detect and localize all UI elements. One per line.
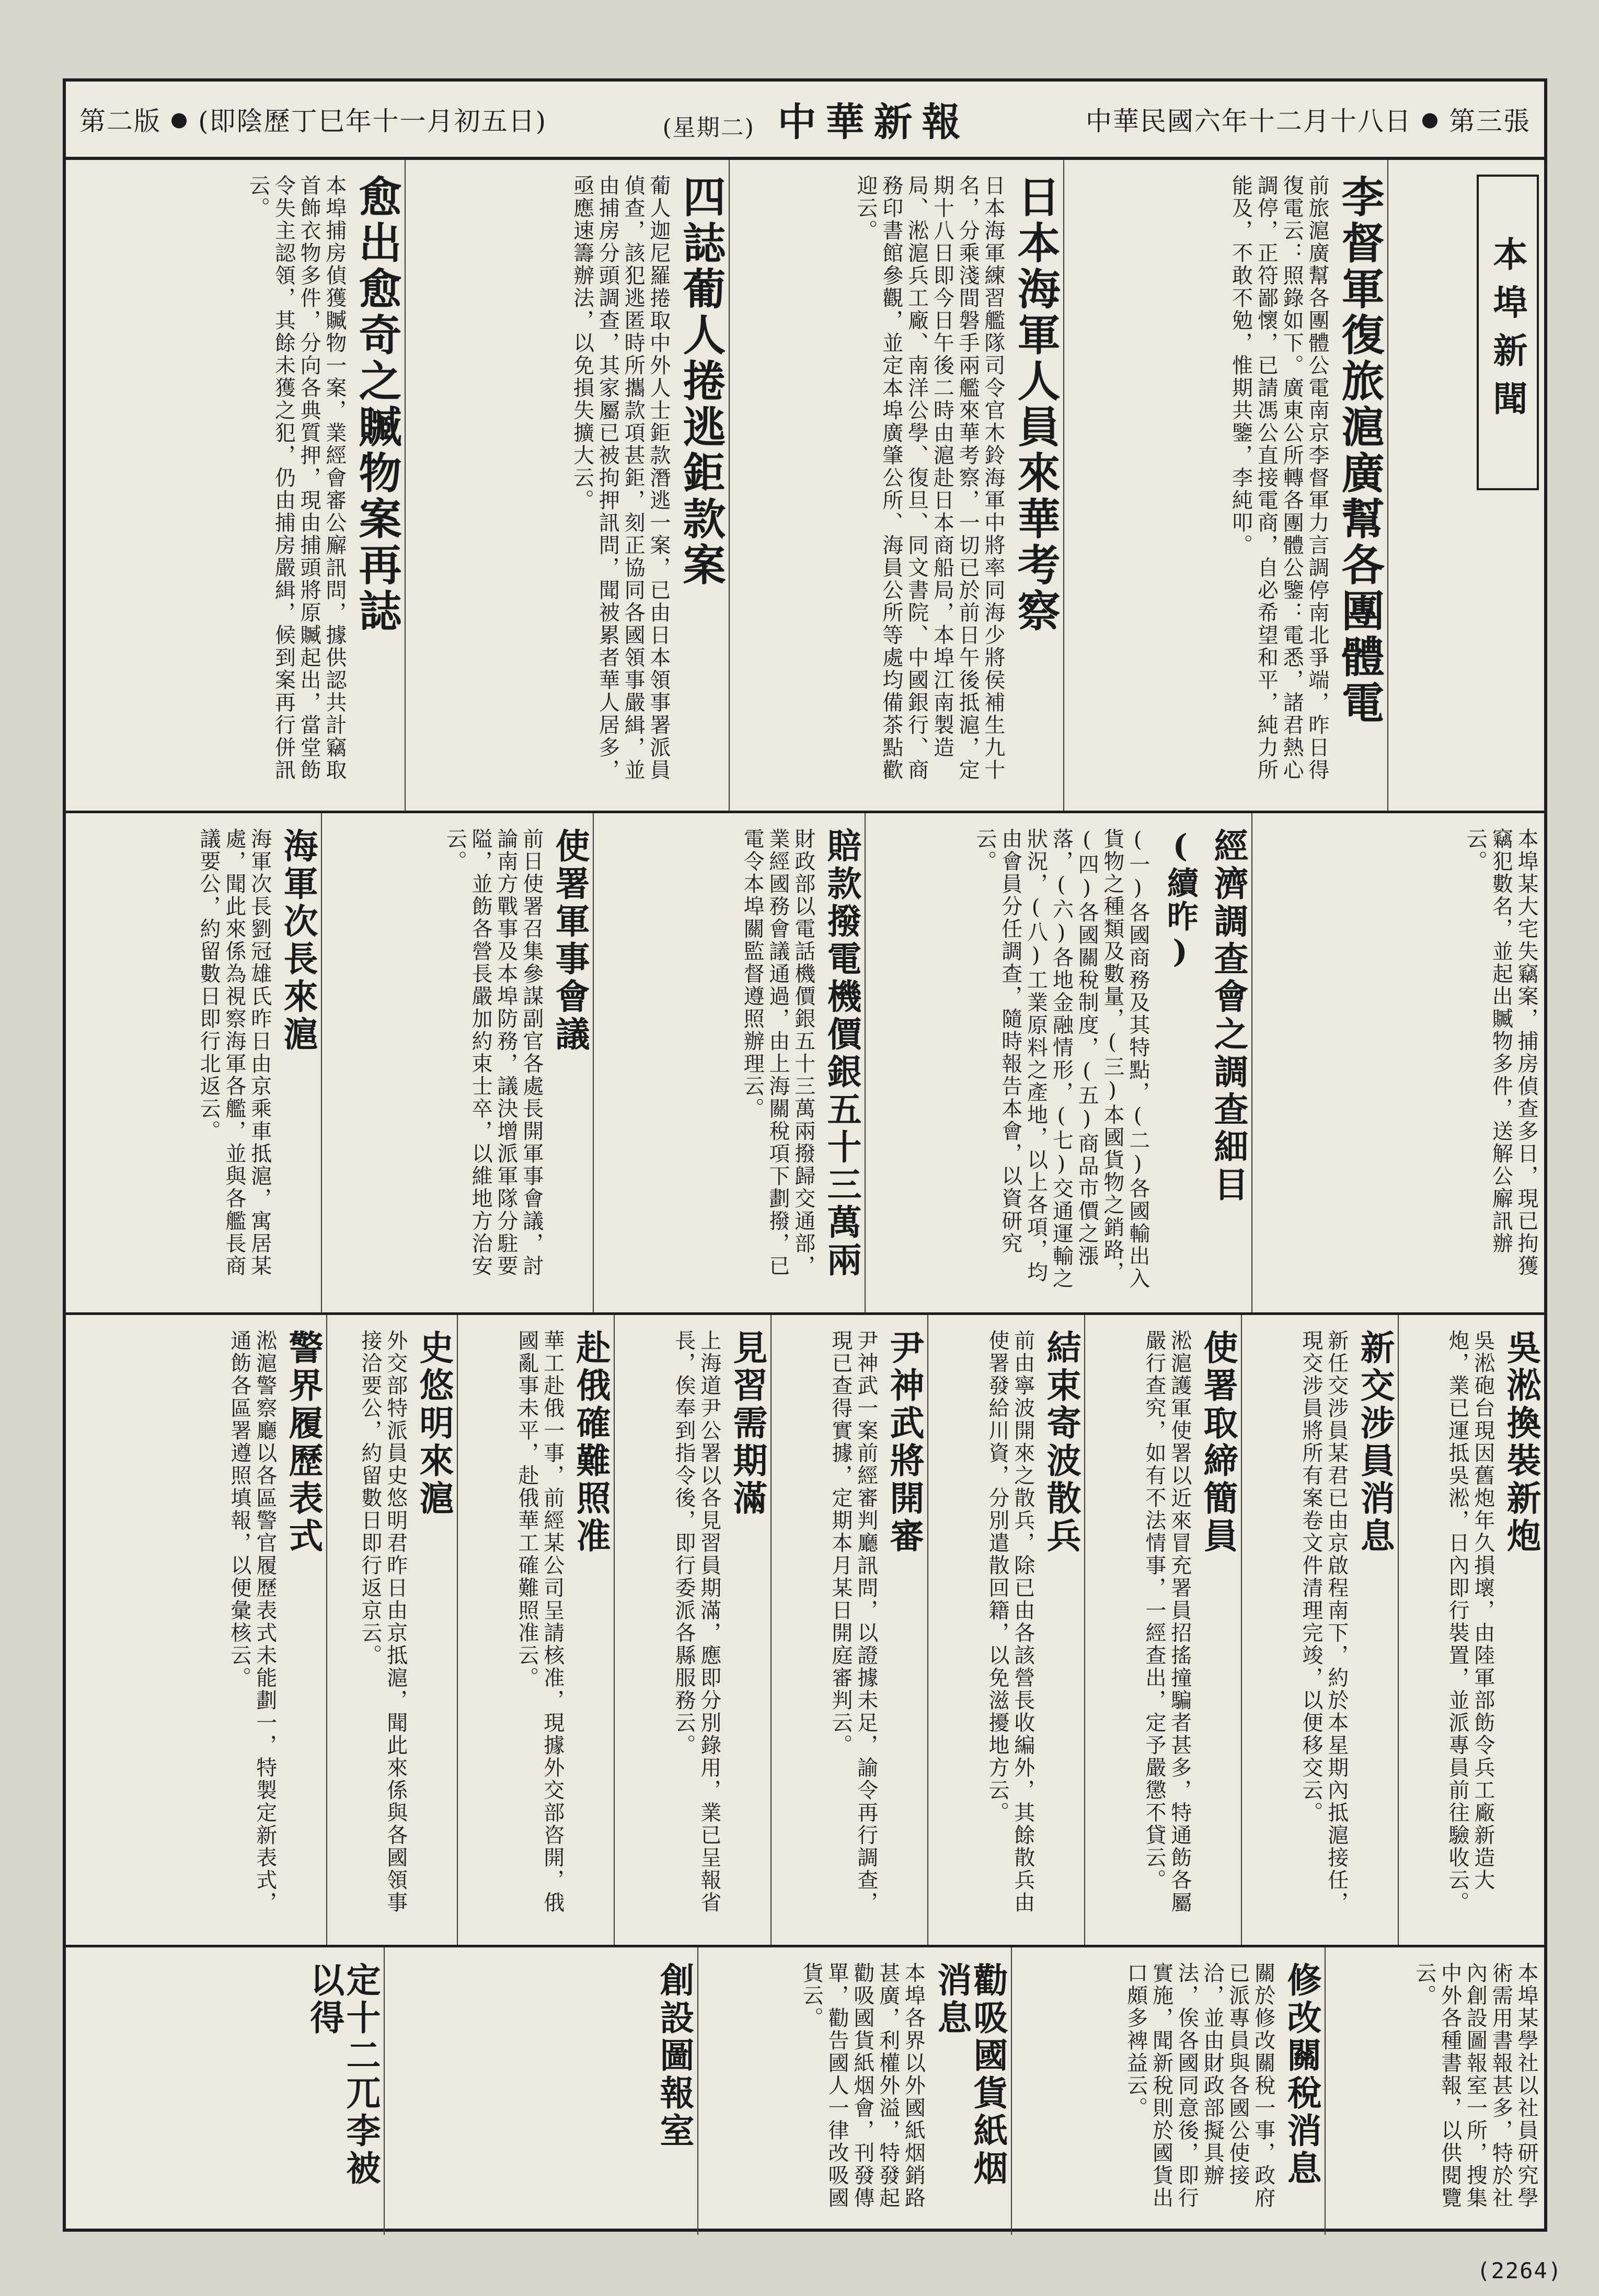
- article-body: 關於修改關稅一事，政府已派專員與各國公使接洽，並由財政部擬具辦法，俟各國同意後，即行實施，聞新稅則於國貨出口頗多裨益云。: [1123, 1962, 1275, 2209]
- section-column: [1387, 160, 1544, 811]
- article-headline: 使署取締簡員: [1198, 1330, 1238, 1555]
- paper-title: 中華新報: [777, 100, 970, 145]
- page-label: 第二版: [79, 106, 161, 136]
- article-headline: 新交涉員消息: [1354, 1330, 1395, 1555]
- article-body: 財政部以電話機價銀五十三萬兩撥歸交通部，業經國務會議通過，由上海關稅項下劃撥，已電令本埠關監督遵照辦理云。: [740, 828, 815, 1277]
- sheet-number: 第三張: [1449, 106, 1531, 136]
- article-column: [66, 1315, 326, 1945]
- article-column: [697, 1947, 1011, 2235]
- article-headline: 修改關稅消息: [1281, 1962, 1322, 2188]
- article-headline: 定十二兀李被以得: [304, 1962, 381, 2188]
- article-body: 尹神武一案前經審判廳訊問，以證據未足，諭令再行調查，現已查得實據，定期本月某日開庭審判云。: [828, 1330, 878, 1914]
- article-body: 淞滬護軍使署以近來冒充署員招搖撞騙者甚多，特通飭各屬嚴行查究，如有不法情事，一經查出，定予嚴懲不貸云。: [1142, 1330, 1192, 1914]
- masthead-right: [1086, 100, 1531, 138]
- article-column: [1063, 160, 1387, 811]
- article-column: [66, 1947, 384, 2235]
- band-1: [66, 160, 1544, 813]
- article-headline: 史悠明來滬: [413, 1330, 454, 1518]
- weekday: (星期二): [662, 114, 755, 141]
- masthead-left: [79, 100, 547, 138]
- article-headline: 警界履歷表式: [283, 1330, 324, 1555]
- article-column: [927, 1315, 1084, 1945]
- article-subtitle: (續昨): [1161, 828, 1199, 972]
- article-column: [326, 1315, 457, 1945]
- article-headline: 愈出愈奇之贓物案再誌: [352, 175, 402, 634]
- article-body: 葡人迦尼羅捲取中外人士鉅款潛逃一案，已由日本領事署派員偵查，該犯逃匿時所攜款項甚鉅，刻正協同各國領事嚴緝，並由捕房分頭調查，其家屬已被拘押訊問，聞被累者華人居多，亟應速籌辦法，以免損失擴大云。: [570, 175, 671, 781]
- article-column: [66, 160, 405, 811]
- article-body: 上海道尹公署以各見習員期滿，應即分別錄用，業已呈報省長，俟奉到指令後，即行委派各縣服務云。: [671, 1330, 721, 1914]
- article-body: 本埠某學社以社員研究學術需用書報甚多，特於社內創設圖報室一所，搜集中外各種書報，以供閱覽云。: [1412, 1962, 1538, 2209]
- article-body: 新任交涉員某君已由京啟程南下，約於本星期內抵滬接任，現交涉員將所有案卷文件清理完竣，以便移交云。: [1298, 1330, 1349, 1914]
- page-number: (2264): [1477, 2258, 1562, 2283]
- article-column: [321, 813, 593, 1312]
- article-column: [865, 813, 1251, 1312]
- article-body: 本埠各界以外國紙烟銷路甚廣，利權外溢，特發起勸吸國貨紙烟會，刊發傳單，勸告國人一律改吸國貨云。: [799, 1962, 926, 2209]
- article-body: 前日使署召集參謀副官各處長開軍事會議，討論南方戰事及本埠防務，議決增派軍隊分駐要隘，並飭各營長嚴加約束士卒，以維地方治安云。: [443, 828, 544, 1277]
- article-body: 華工赴俄一事，前經某公司呈請核准，現據外交部咨開，俄國亂事未平，赴俄華工確難照准云。: [514, 1330, 565, 1914]
- bleed-through-text: [68, 37, 1532, 57]
- article-headline: 赴俄確難照准: [570, 1330, 611, 1555]
- article-column: [1011, 1947, 1325, 2235]
- article-headline: 賠款撥電機價銀五十三萬兩: [821, 828, 862, 1279]
- article-headline: 創設圖報室: [654, 1962, 695, 2150]
- article-column: [1251, 813, 1544, 1312]
- article-column: [729, 160, 1063, 811]
- bullet-icon: ●: [170, 108, 189, 131]
- bullet-icon: ●: [1421, 108, 1440, 131]
- article-column: [66, 813, 321, 1312]
- article-body: 本埠某大宅失竊案，捕房偵查多日，現已拘獲竊犯數名，並起出贓物多件，送解公廨訊辦云。: [1463, 828, 1538, 1277]
- article-body: 吳淞砲台現因舊炮年久損壞，由陸軍部飭令兵工廠新造大炮，業已運抵吳淞，日內即行裝置，並派專員前往驗收云。: [1445, 1330, 1495, 1914]
- masthead: [66, 82, 1544, 160]
- section-title: 本埠新聞: [1477, 175, 1539, 490]
- article-headline: 見習需期滿: [727, 1330, 768, 1518]
- article-body: (一)各國商務及其特點，(二)各國輸出入貨物之種類及數量，(三)本國貨物之銷路，(四)各國關稅制度，(五)商品市價之漲落，(六)各地金融情形，(七)交通運輸之狀況，(八)工業原料之產地，以上各項，均由會員分任調查，隨時報告本會，以資研究云。: [972, 828, 1150, 1290]
- article-column: [1325, 1947, 1544, 2235]
- article-column: [384, 1947, 697, 2235]
- article-headline: 尹神武將開審: [884, 1330, 925, 1555]
- article-column: [593, 813, 865, 1312]
- article-headline: 海軍次長來滬: [278, 828, 318, 1054]
- article-column: [1398, 1315, 1544, 1945]
- article-headline: 結束寄波散兵: [1041, 1330, 1082, 1555]
- article-column: [770, 1315, 927, 1945]
- lunar-date: (即陰歷丁巳年十一月初五日): [198, 106, 547, 136]
- article-headline: 吳淞換裝新炮: [1501, 1330, 1542, 1555]
- article-column: [405, 160, 729, 811]
- band-3: [66, 1315, 1544, 1947]
- newspaper-page: [63, 78, 1547, 2232]
- article-headline: 勸吸國貨紙烟消息: [931, 1962, 1008, 2188]
- article-column: [1084, 1315, 1241, 1945]
- band-2: [66, 813, 1544, 1315]
- article-headline: 日本海軍人員來華考察: [1010, 175, 1061, 634]
- article-headline: 使署軍事會議: [549, 828, 590, 1054]
- article-column: [457, 1315, 614, 1945]
- article-body: 日本海軍練習艦隊司令官木鈴海軍中將率同海少將侯補生九十名，分乘淺間磐手兩艦來華考察，一切已於前日午後抵滬，定期十八日即今日午後二時由滬赴日本商船局，本埠江南製造局、淞滬兵工廠、南洋公學、復旦、同文書院、中國銀行、商務印書館參觀，並定本埠廣肇公所、海員公所等處均備茶點歡迎云。: [853, 175, 1005, 781]
- article-headline: 李督軍復旅滬廣幫各團體電: [1335, 175, 1385, 726]
- article-column: [1241, 1315, 1398, 1945]
- article-body: 外交部特派員史悠明君昨日由京抵滬，聞此來係與各國領事接洽要公，約留數日即行返京云。: [358, 1330, 408, 1914]
- article-body: 前由寧波開來之散兵，除已由各該營長收編外，其餘散兵由使署發給川資，分別遣散回籍，以免滋擾地方云。: [985, 1330, 1035, 1914]
- article-headline: 四誌葡人捲逃鉅款案: [676, 175, 726, 589]
- article-column: [614, 1315, 770, 1945]
- article-body: 海軍次長劉冠雄氏昨日由京乘車抵滬，寓居某處，聞此來係為視察海軍各艦，並與各艦長商議要公，約留數日即行北返云。: [197, 828, 272, 1277]
- masthead-title: [662, 91, 970, 147]
- article-body: 前旅滬廣幫各團體公電南京李督軍力言調停南北爭端，昨日得復電云：照錄如下。廣東公所轉各團體公鑒：電悉，諸君熱心調停，正符鄙懷，已請馮公直接電商，自必希望和平，純力所能及，不敢不勉，惟期共鑒，李純叩。: [1228, 175, 1329, 781]
- issue-date: 中華民國六年十二月十八日: [1085, 106, 1412, 136]
- article-body: 本埠捕房偵獲贓物一案，業經會審公廨訊問，據供認共計竊取首飾衣物多件，分向各典質押，現由捕頭將原贓起出，當堂飭令失主認領，其餘未獲之犯，仍由捕房嚴緝，候到案再行併訊云。: [246, 175, 347, 781]
- article-headline: 經濟調查會之調查細目: [1208, 828, 1249, 1204]
- article-body: 淞滬警察廳以各區警官履歷表式未能劃一，特製定新表式，通飭各區署遵照填報，以便彙核云。: [227, 1330, 277, 1914]
- band-4: [66, 1947, 1544, 2235]
